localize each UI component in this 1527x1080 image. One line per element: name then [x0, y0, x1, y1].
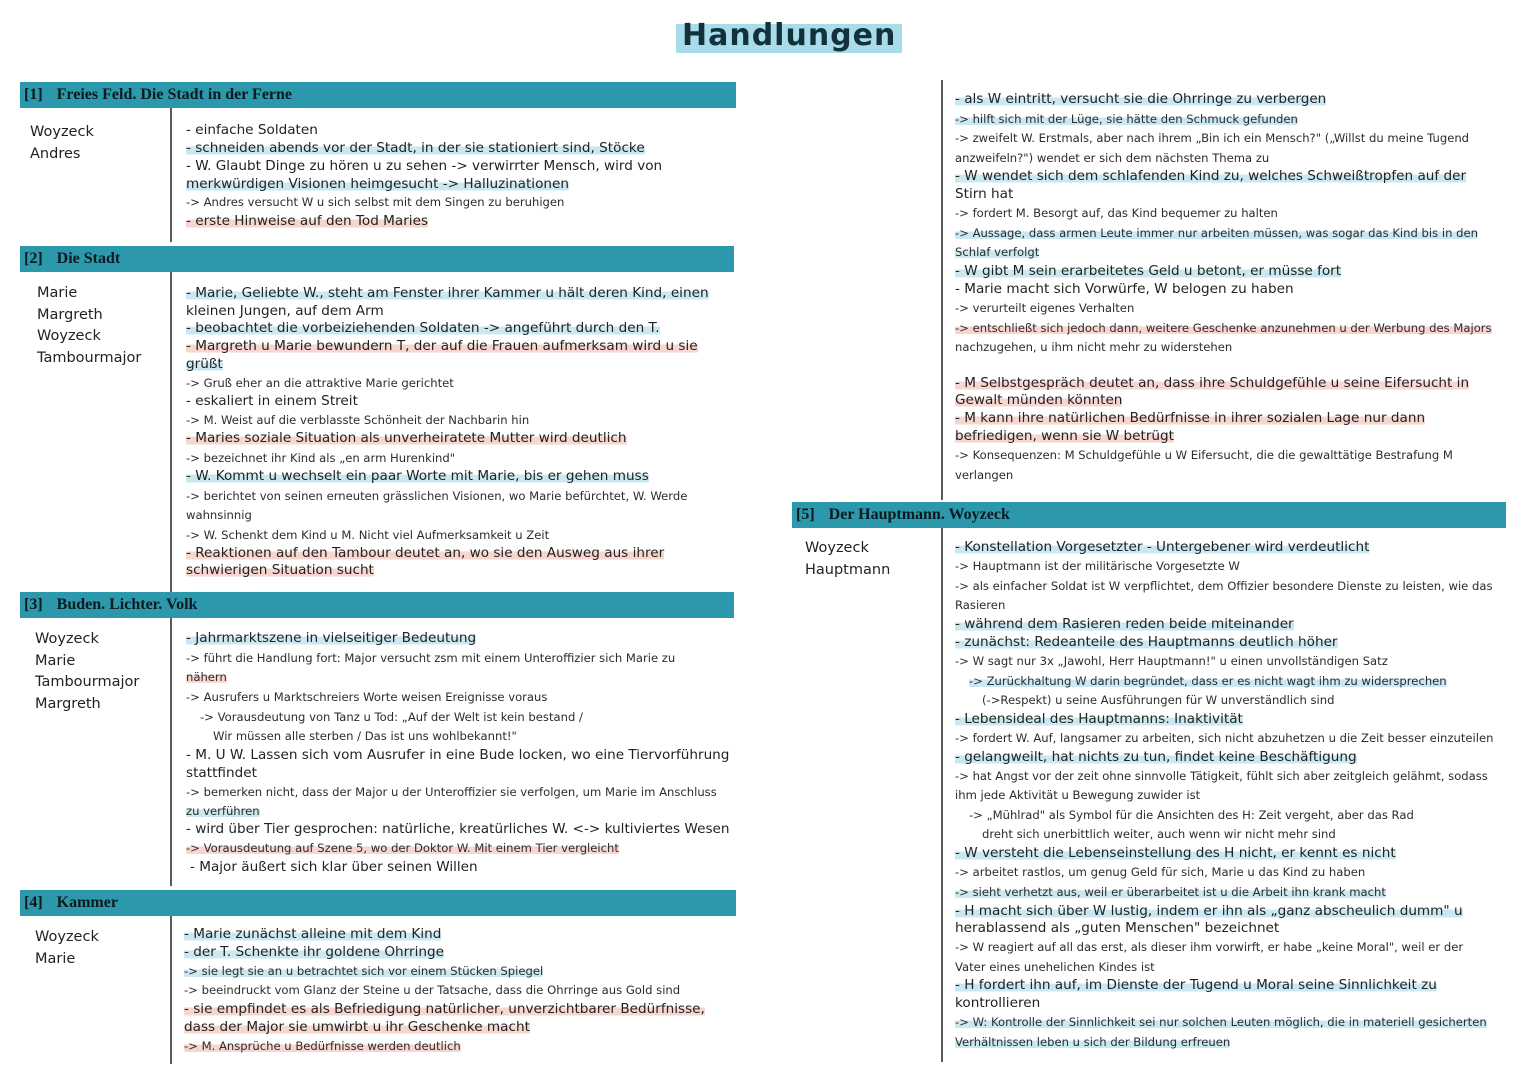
character-name: Margreth — [37, 306, 103, 323]
section-header-5 — [792, 502, 1506, 528]
character-list — [30, 122, 94, 165]
section-title: Kammer — [56, 894, 118, 911]
divider — [170, 618, 172, 886]
character-name: Marie — [35, 652, 76, 669]
character-name: Marie — [35, 950, 76, 967]
section-header-4 — [20, 890, 736, 916]
divider — [170, 108, 172, 242]
section-number: [4] — [24, 894, 43, 911]
character-list — [35, 629, 139, 715]
section-header-2 — [20, 246, 734, 272]
section-number: [2] — [24, 250, 43, 267]
section-title: Freies Feld. Die Stadt in der Ferne — [56, 86, 293, 103]
page-title: Handlungen — [676, 18, 902, 58]
character-name: Woyzeck — [37, 328, 101, 344]
character-name: Marie — [37, 285, 78, 301]
section-number: [5] — [796, 506, 815, 523]
character-name: Margreth — [35, 695, 101, 712]
section-header-1 — [20, 82, 736, 108]
section-title: Die Stadt — [56, 250, 121, 267]
character-list — [37, 283, 141, 369]
character-name: Hauptmann — [805, 561, 891, 578]
section-title: Buden. Lichter. Volk — [56, 596, 198, 613]
divider — [941, 528, 943, 1062]
character-name: Woyzeck — [35, 929, 99, 945]
section-title: Der Hauptmann. Woyzeck — [828, 506, 1010, 523]
character-name: Tambourmajor — [35, 674, 140, 690]
character-list — [805, 538, 890, 581]
divider — [170, 272, 172, 592]
divider — [941, 80, 943, 500]
character-name: Woyzeck — [805, 540, 869, 556]
character-name: Andres — [30, 145, 81, 162]
character-list — [35, 927, 99, 970]
character-name: Woyzeck — [35, 631, 99, 647]
section-number: [3] — [24, 596, 43, 613]
divider — [170, 916, 172, 1064]
character-name: Woyzeck — [30, 124, 94, 140]
section-number: [1] — [24, 86, 43, 103]
section-header-3 — [20, 592, 734, 618]
character-name: Tambourmajor — [37, 349, 142, 366]
